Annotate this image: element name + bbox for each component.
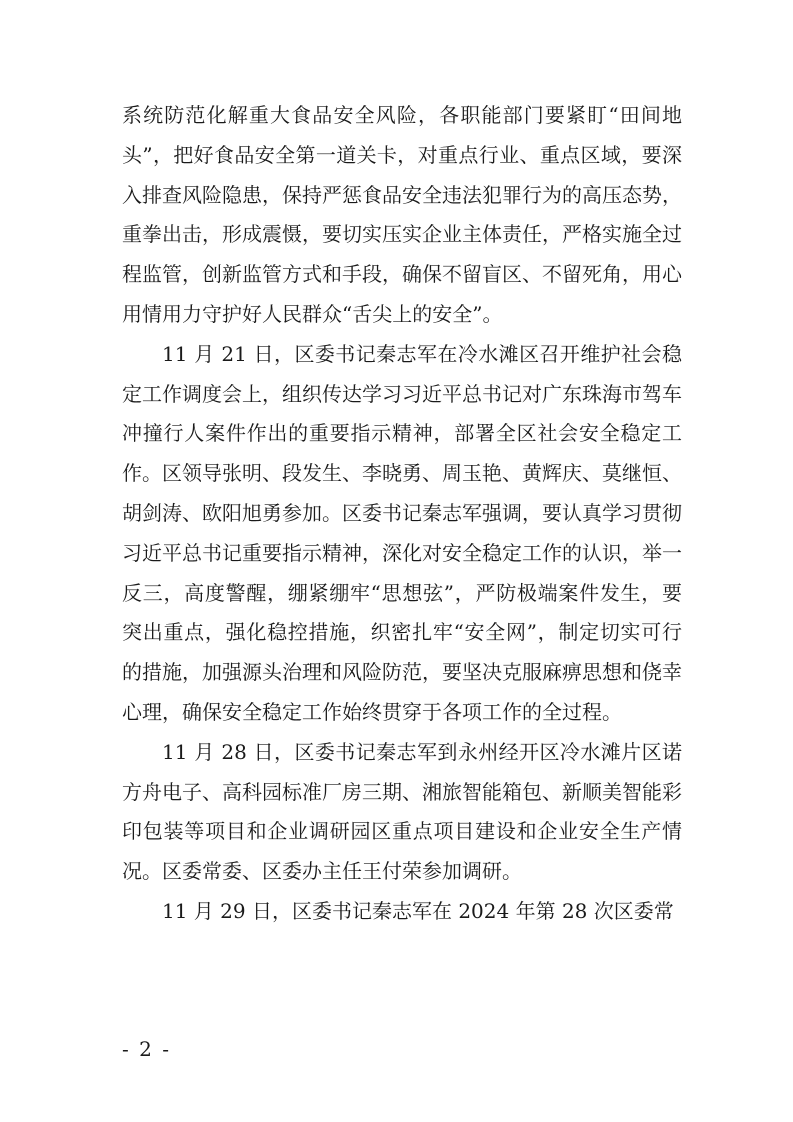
- paragraph-nov-28: 11 月 28 日，区委书记秦志军到永州经开区冷水滩片区诺方舟电子、高科园标准厂房三期、湘旅智能箱包、新顺美智能彩印包装等项目和企业调研园区重点项目建设和企业安全生产情况。区委常委、区委办主任王付荣参加调研。: [122, 739, 682, 884]
- document-body: [122, 96, 682, 932]
- paragraph-nov-29: 11 月 29 日，区委书记秦志军在 2024 年第 28 次区委常: [162, 898, 674, 923]
- paragraph-food-safety: 系统防范化解重大食品安全风险，各职能部门要紧盯“田间地头”，把好食品安全第一道关卡，对重点行业、重点区域，要深入排查风险隐患，保持严惩食品安全违法犯罪行为的高压态势，重拳出击，形成震慑，要切实压实企业主体责任，严格实施全过程监管，创新监管方式和手段，确保不留盲区、不留死角，用心用情用力守护好人民群众“舌尖上的安全”。: [122, 103, 682, 326]
- paragraph-nov-21: 11 月 21 日，区委书记秦志军在冷水滩区召开维护社会稳定工作调度会上，组织传达学习习近平总书记对广东珠海市驾车冲撞行人案件作出的重要指示精神，部署全区社会安全稳定工作。区领导张明、段发生、李晓勇、周玉艳、黄辉庆、莫继恒、胡剑涛、欧阳旭勇参加。区委书记秦志军强调，要认真学习贯彻习近平总书记重要指示精神，深化对安全稳定工作的认识，举一反三，高度警醒，绷紧绷牢“思想弦”，严防极端案件发生，要突出重点，强化稳控措施，织密扎牢“安全网”，制定切实可行的措施，加强源头治理和风险防范，要坚决克服麻痹思想和侥幸心理，确保安全稳定工作始终贯穿于各项工作的全过程。: [122, 341, 682, 724]
- page-number: - 2 -: [122, 1037, 171, 1061]
